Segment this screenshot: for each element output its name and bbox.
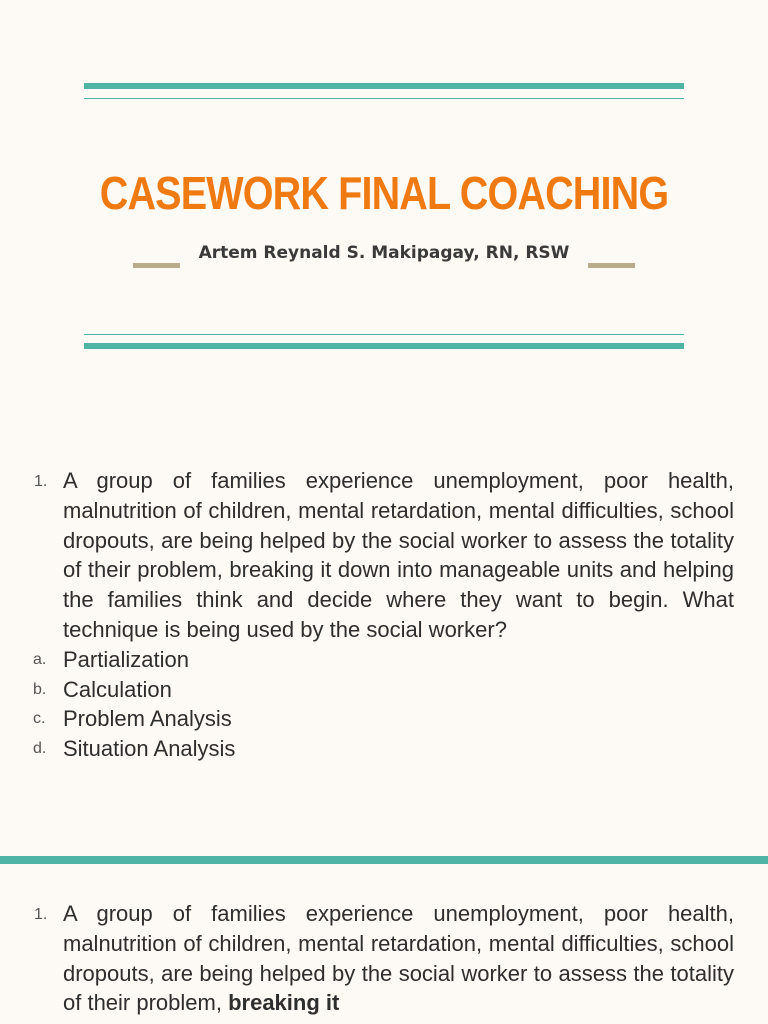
bottom-thick-rule	[84, 343, 684, 349]
option-letter: a.	[33, 650, 47, 668]
option-label: Situation Analysis	[63, 736, 236, 762]
question-number: 1.	[34, 473, 48, 490]
option-label: Partialization	[63, 646, 189, 672]
top-thick-rule	[84, 83, 684, 89]
option-b	[0, 675, 768, 705]
question-item	[0, 466, 768, 645]
right-accent-dash	[588, 263, 635, 268]
question-text-regular: A group of families experience unemployment, poor health, malnutrition of children, mental retardation, mental difficulties, school dropouts, are being helped by the social worker to assess the totality of their problem,	[63, 901, 734, 1016]
question-item	[0, 899, 768, 1018]
option-label: Calculation	[63, 676, 172, 702]
question-number: 1.	[34, 906, 48, 923]
question-text: A group of families experience unemployment, poor health, malnutrition of children, mental retardation, mental difficulties, school dropouts, are being helped by the social worker to assess the totality of their problem, breaking it down into manageable units and helping the families think and decide where they want to begin. What technique is being used by the social worker?	[63, 468, 734, 642]
option-c	[0, 704, 768, 734]
question-text-emphasis: breaking it	[228, 990, 340, 1016]
question-answer-slide	[0, 899, 768, 1018]
question-slide	[0, 466, 768, 764]
question-text	[63, 899, 734, 1018]
bottom-thin-rule	[84, 334, 684, 335]
option-label: Problem Analysis	[63, 706, 232, 732]
option-a	[0, 645, 768, 675]
slide-separator	[0, 856, 768, 864]
option-letter: b.	[33, 680, 47, 698]
option-letter: d.	[33, 740, 47, 758]
option-letter: c.	[33, 710, 46, 728]
left-accent-dash	[133, 263, 180, 268]
top-thin-rule	[84, 98, 684, 99]
answer-options	[0, 645, 768, 764]
author-name: Artem Reynald S. Makipagay, RN, RSW	[198, 243, 570, 263]
page-title: CASEWORK FINAL COACHING	[99, 167, 669, 219]
title-slide	[0, 0, 768, 410]
option-d	[0, 734, 768, 764]
